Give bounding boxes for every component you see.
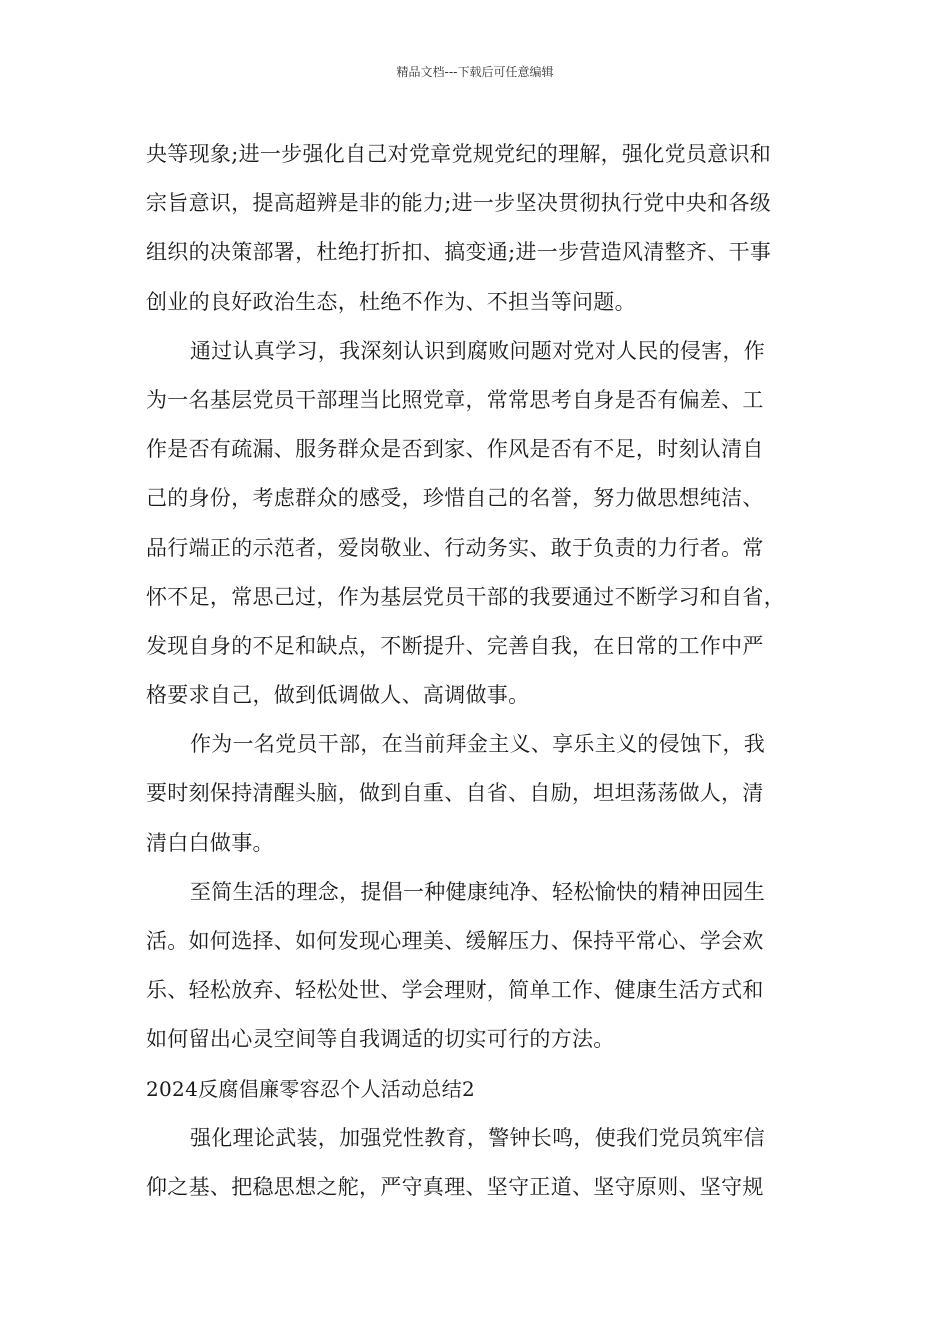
text-line: 仰之基、把稳思想之舵，严守真理、坚守正道、坚守原则、坚守规 [146,1174,764,1199]
text-line: 强化理论武装，加强党性教育，警钟长鸣，使我们党员筑牢信 [190,1125,766,1150]
text-line: 己的身份，考虑群众的感受，珍惜自己的名誉，努力做思想纯洁、 [146,486,764,511]
text-line: 为一名基层党员干部理当比照党章，常常思考自身是否有偏差、工 [146,387,764,412]
text-line: 作是否有疏漏、服务群众是否到家、作风是否有不足，时刻认清自 [146,437,764,462]
text-line: 活。如何选择、如何发现心理美、缓解压力、保持平常心、学会欢 [146,929,764,953]
section-heading: 2024反腐倡廉零容忍个人活动总结2 [146,1076,476,1101]
document-body [146,130,808,1212]
text-line: 至简生活的理念，提倡一种健康纯净、轻松愉快的精神田园生 [190,879,766,904]
text-line: 如何留出心灵空间等自我调适的切实可行的方法。 [146,1027,615,1052]
text-line: 创业的良好政治生态，杜绝不作为、不担当等问题。 [146,289,636,314]
text-line: 清白白做事。 [146,830,274,855]
text-line: 作为一名党员干部，在当前拜金主义、享乐主义的侵蚀下，我 [190,732,766,757]
text-line: 组织的决策部署，杜绝打折扣、搞变通;进一步营造风清整齐、干事 [146,240,772,265]
text-line: 宗旨意识，提高超辨是非的能力;进一步坚决贯彻执行党中央和各级 [146,191,772,216]
text-line: 乐、轻松放弃、轻松处世、学会理财，简单工作、健康生活方式和 [146,978,764,1003]
text-line: 要时刻保持清醒头脑，做到自重、自省、自励，坦坦荡荡做人，清 [146,781,764,806]
text-line: 通过认真学习，我深刻认识到腐败问题对党对人民的侵害，作 [190,338,766,363]
text-line: 格要求自己，做到低调做人、高调做事。 [146,683,530,708]
page-header: 精品文档---下载后可任意编辑 [396,65,554,79]
text-line: 央等现象;进一步强化自己对党章党规党纪的理解，强化党员意识和 [146,142,772,166]
text-line: 品行端正的示范者，爱岗敬业、行动务实、敢于负责的力行者。常 [146,535,764,560]
text-line: 怀不足，常思己过，作为基层党员干部的我要通过不断学习和自省， [146,584,785,609]
text-line: 发现自身的不足和缺点，不断提升、完善自我，在日常的工作中严 [146,633,764,658]
